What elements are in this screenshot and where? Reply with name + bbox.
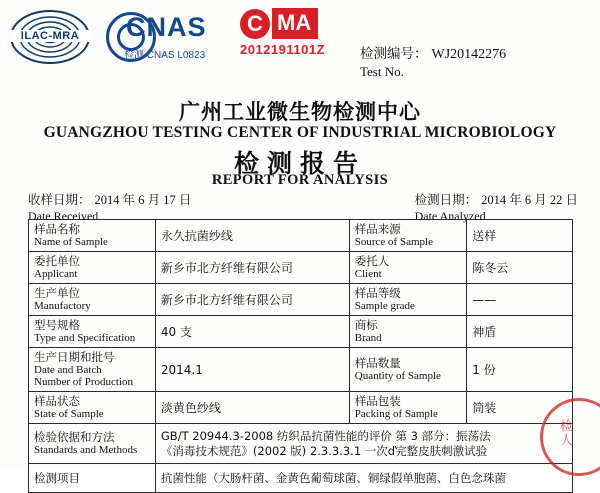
cnas-logo — [106, 8, 226, 61]
label-cn: 样品名称 — [34, 222, 80, 236]
row-label-sample-grade — [349, 284, 466, 316]
row-label-quantity-of-sample — [349, 348, 466, 392]
cnas-label: CNAS — [126, 12, 207, 42]
report-number-label-en: Test No. — [360, 64, 404, 79]
value-applicant: 新乡市北方纤维有限公司 — [155, 252, 349, 284]
date-analyzed-value: 2014 年 6 月 22 日 — [481, 193, 578, 207]
label-en: Date and Batch — [34, 364, 102, 376]
label-cn: 样品状态 — [34, 394, 80, 408]
row-label-type-and-specification — [29, 316, 156, 348]
row-label-applicant — [29, 252, 156, 284]
table-row — [29, 392, 573, 424]
label-en-2: Number of Production — [34, 376, 133, 388]
row-label-standards-and-methods — [29, 424, 156, 464]
value-brand: 神盾 — [467, 316, 573, 348]
cma-certificate-code: 2012191101Z — [240, 42, 326, 57]
label-en: State of Sample — [34, 408, 104, 420]
label-cn: 型号规格 — [34, 318, 80, 332]
report-number-block — [360, 42, 506, 80]
table-row — [29, 316, 573, 348]
ilac-mra-label: ILAC-MRA — [10, 30, 90, 42]
value-quantity-of-sample: 1 份 — [467, 348, 573, 392]
label-cn: 商标 — [354, 318, 378, 332]
red-seal-text: 检人 — [557, 419, 572, 447]
value-client: 陈冬云 — [467, 252, 573, 284]
label-cn: 生产单位 — [34, 286, 80, 300]
label-cn: 样品包装 — [354, 394, 401, 408]
value-type-and-specification: 40 支 — [155, 316, 349, 348]
table-row — [29, 284, 573, 316]
label-en: Brand — [354, 332, 382, 344]
cnas-accreditation-number: 检测 CNAS L0823 — [124, 50, 206, 61]
report-number-label-cn: 检测编号： — [360, 46, 428, 62]
row-label-manufactory — [29, 284, 156, 316]
label-cn: 生产日期和批号 — [34, 350, 115, 364]
logo-row — [10, 8, 390, 70]
label-cn: 检测项目 — [34, 470, 80, 485]
date-analyzed-label-cn: 检测日期： — [414, 192, 478, 207]
document-title-cn: 检测报告 — [233, 149, 366, 178]
label-cn: 样品等级 — [354, 286, 401, 300]
sample-info-table — [28, 219, 573, 493]
value-standards-and-methods: GB/T 20944.3-2008 纺织品抗菌性能的评价 第 3 部分：振荡法 《消毒技术规范》(2002 版) 2.3.3.3.1 一次ď完整皮肤刺激试验 — [155, 424, 572, 464]
label-cn: 委托人 — [354, 254, 390, 268]
value-test-items: 抗菌性能（大肠杆菌、金黄色葡萄球菌、铜绿假单胞菌、白色念珠菌 — [155, 464, 572, 493]
label-cn: 检验依据和方法 — [34, 430, 115, 444]
label-en: Manufactory — [34, 300, 91, 312]
table-row — [29, 348, 573, 392]
document-title-en: REPORT FOR ANALYSIS — [211, 172, 389, 188]
value-sample-grade: —— — [467, 284, 573, 316]
row-label-brand — [349, 316, 466, 348]
value-source-of-sample: 送样 — [467, 220, 573, 252]
value-name-of-sample: 永久抗菌纱线 — [155, 220, 349, 252]
value-date-and-batch: 2014.1 — [155, 348, 349, 392]
label-cn: 样品数量 — [354, 356, 401, 370]
row-label-name-of-sample — [29, 220, 156, 252]
row-label-source-of-sample — [349, 220, 466, 252]
value-packing-of-sample: 筒装 — [467, 392, 573, 424]
cma-c-label: C — [240, 9, 270, 39]
label-cn: 委托单位 — [34, 254, 80, 268]
row-label-date-and-batch — [29, 348, 156, 392]
date-received-label-cn: 收样日期： — [28, 192, 91, 207]
label-en: Source of Sample — [354, 236, 433, 248]
value-state-of-sample: 淡黄色纱线 — [155, 392, 349, 424]
label-en: Type and Specification — [34, 332, 136, 344]
label-en: Name of Sample — [34, 236, 108, 248]
cnas-ring-icon — [106, 12, 156, 62]
table-row-standards — [29, 424, 573, 464]
label-en: Sample grade — [354, 300, 415, 312]
date-received-label-en: Date Received — [28, 209, 99, 223]
cma-ma-label: MA — [272, 8, 318, 39]
row-label-client — [349, 252, 466, 284]
row-label-test-items — [29, 464, 156, 493]
date-analyzed-label-en: Date Analyzed — [414, 209, 486, 223]
row-label-state-of-sample — [29, 392, 156, 424]
cma-mark-icon — [240, 8, 390, 39]
label-en: Packing of Sample — [354, 408, 438, 420]
label-en: Standards and Methods — [34, 444, 138, 456]
ilac-mra-logo — [10, 8, 92, 70]
value-manufactory: 新乡市北方纤维有限公司 — [155, 284, 349, 316]
row-label-packing-of-sample — [349, 392, 466, 424]
date-received-value: 2014 年 6 月 17 日 — [94, 193, 192, 207]
organization-title-en: GUANGZHOU TESTING CENTER OF INDUSTRIAL MICROBIOLOGY — [43, 124, 557, 141]
label-en: Client — [354, 268, 382, 280]
table-row — [29, 252, 573, 284]
table-row-items — [29, 464, 573, 493]
report-number-value: WJ20142276 — [431, 47, 507, 62]
label-en: Applicant — [34, 268, 78, 280]
label-en: Quantity of Sample — [354, 370, 441, 382]
label-cn: 样品来源 — [354, 222, 401, 236]
table-row — [29, 220, 573, 252]
organization-title-cn: 广州工业微生物检测中心 — [179, 100, 421, 124]
